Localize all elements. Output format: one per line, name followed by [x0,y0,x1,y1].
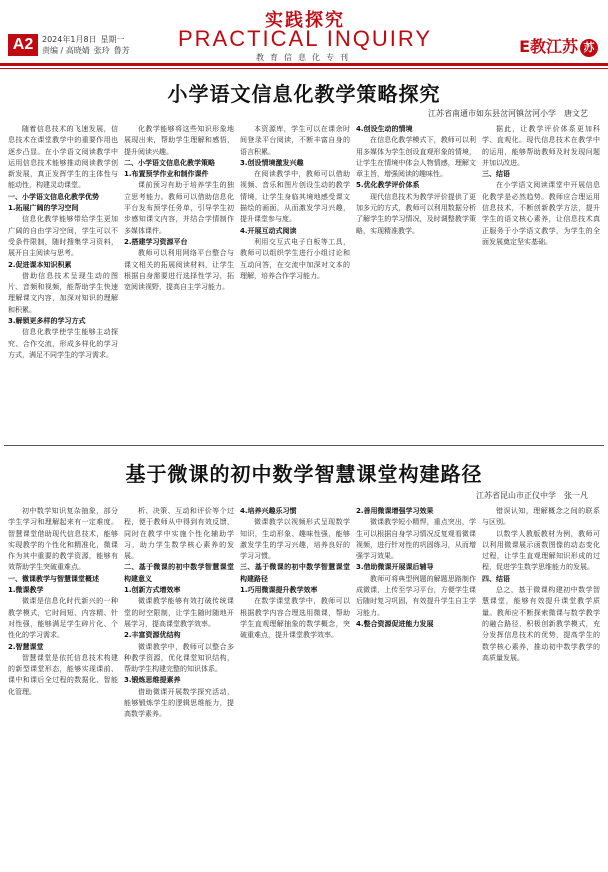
header-rule-thin [0,68,608,69]
proofreader: 鲁芳 [113,46,130,55]
header-rule [0,63,608,66]
article1-column-1 [8,124,118,439]
column-title: 实践探究 [265,10,345,31]
section-heading: 一、小学语文信息化教学优势 [8,192,99,201]
section-heading: 2.善用微课增强学习效果 [356,507,434,515]
paragraph: 信息化教学能够带给学生更加广阔的自由学习空间，学生可以不受条件限制，随时搜集学习资料，展开自主阅读与思考。 [8,215,118,258]
paragraph: 课前预习有助于培养学生的独立思考能力。教师可以借助信息化平台发布预学任务单，引导学生初步感知课文内容，并结合学情制作多媒体课件。 [124,181,234,235]
section-heading: 2.促进课本知识积累 [8,260,72,269]
section-heading: 一、微课教学与智慧课堂概述 [8,574,99,583]
paragraph: 微课教学以视频形式呈现数学知识，生动形象、趣味性强，能够激发学生的学习兴趣，培养良好的学习习惯。 [240,518,350,561]
section-heading: 4.开展互动式阅读 [240,226,297,235]
paragraph: 化教学能够将这些知识形象地展现出来，帮助学生理解和感悟，提升阅读兴趣。 [124,125,234,156]
article2-title: 基于微课的初中数学智慧课堂构建路径 [125,462,483,486]
article2-column-1 [8,506,118,866]
section-heading: 三、结语 [482,170,510,179]
paragraph: 利用交互式电子白板等工具，教师可以组织学生进行小组讨论和互动问答，在交流中加深对文本的理解，培养合作学习能力。 [240,237,350,280]
paragraph: 在阅读教学中，教师可以借助视频、音乐和图片创设生动的教学情境，让学生身临其境地感受课文描绘的画面，从而激发学习兴趣，提升课堂参与度。 [240,170,350,224]
page-number: A2 [8,34,38,56]
section-heading: 4.整合资源促进能力发展 [356,619,434,628]
article2-column-3 [240,506,350,866]
brand-mark-icon: 苏 [580,39,598,57]
paragraph: 在小学语文阅读课堂中开展信息化教学是必然趋势。教师应合理运用信息技术，不断创新教学方法，提升学生的语文核心素养，让信息技术真正服务于小学语文教学，为学生的全面发展奠定坚实基础。 [482,181,600,246]
article-divider [4,445,604,446]
page-header [0,0,608,72]
section-heading: 1.微课教学 [8,586,44,595]
article2-byline: 江苏省昆山市正仪中学 张一凡 [476,491,588,500]
issue-weekday: 星期一 [100,35,125,44]
section-heading: 5.优化教学评价体系 [356,181,420,190]
column-title-en: PRACTICAL INQUIRY [177,26,433,51]
paragraph: 初中数学知识复杂抽象，部分学生学习和理解起来有一定难度。智慧课堂借助现代信息技术，能够实现教学的个性化和精准化，微课作为其中重要的教学资源，能够有效帮助学生突破重难点。 [8,507,118,572]
section-heading: 1.布置预学作业和制作课件 [124,170,209,179]
paragraph: 随着信息技术的飞速发展，信息技术在课堂教学中的重要作用也逐步凸显。在小学语文阅读教学中运用信息技术能够推动阅读教学创新发展，真正发挥学生的主体性与能动性，构建灵动课堂。 [8,125,118,190]
section-heading: 2.丰富资源优结构 [124,631,181,640]
issue-date: 2024年1月8日 [42,35,97,44]
paragraph: 教师可将典型例题的解题思路制作成微课，上传至学习平台，方便学生课后随时复习巩固，有效提升学生自主学习能力。 [356,574,476,617]
paragraph: 析、决策、互动和评价等个过程，便于教师从中得到有效反馈，同时在教学中实施个性化辅助学习，助力学生数学核心素养的发展。 [124,507,234,561]
section-heading: 二、小学语文信息化教学策略 [124,158,215,167]
article1-column-3 [240,124,350,439]
paragraph: 总之，基于微课构建初中数学智慧课堂，能够有效提升课堂教学质量。教师应不断探索微课与数学教学的融合路径，积极创新教学模式，充分发挥信息技术的优势，提高学生的数学核心素养，推动初中数学教学的高质量发展。 [482,586,600,662]
brand-logo [519,34,598,57]
section-heading: 3.创设情境激发兴趣 [240,158,304,167]
paragraph: 借助微课开展数学探究活动，能够锻炼学生的逻辑思维能力，提高数学素养。 [124,687,234,719]
editor: 责编 / 高晓婧 [42,46,90,55]
article2-column-5 [482,506,600,866]
paragraph: 信息化教学使学生能够主动探究、合作交流，形成多样化的学习方式，满足不同学生的学习需求。 [8,328,118,359]
article1-column-2 [124,124,234,439]
paragraph: 错误认知，理解概念之间的联系与区别。 [482,507,600,527]
article1-column-4 [356,124,476,439]
paragraph: 微课教学短小精悍，重点突出，学生可以根据自身学习情况反复观看微课视频，进行针对性的巩固练习，从而增强学习效果。 [356,518,476,561]
section-heading: 4.创设生动的情境 [356,125,413,133]
paragraph: 微课教学中，教师可以整合多种教学资源，优化课堂知识结构，帮助学生构建完整的知识体系。 [124,642,234,674]
paragraph: 微课是信息化时代新兴的一种教学模式，它时间短、内容精、针对性强，能够满足学生碎片化、个性化的学习需求。 [8,597,118,640]
section-heading: 4.培养兴趣乐习惯 [240,507,297,515]
column-subtitle: 教育信息化专刊 [256,53,354,62]
paragraph: 教师可以利用网络平台整合与课文相关的拓展阅读材料，让学生根据自身需要进行选择性学习，拓宽阅读视野，提高自主学习能力。 [124,249,234,292]
paragraph: 本资源库，学生可以在课余时间登录平台阅读，不断丰富自身的语言积累。 [240,125,350,156]
brand-name: E教江苏 [519,37,578,56]
paragraph: 在数学课堂教学中，教师可以根据教学内容合理选用微课，帮助学生直观理解抽象的数学概念，突破重难点，提升课堂教学效率。 [240,597,350,640]
article1-title: 小学语文信息化教学策略探究 [167,82,441,106]
section-heading: 三、基于微课的初中数学智慧课堂构建路径 [240,563,350,583]
paragraph: 据此，让教学评价体系更加科学、直观化。现代信息技术在教学中的运用，能够帮助教师及时发现问题并加以改进。 [482,125,600,167]
section-heading: 1.巧用微课提升教学效率 [240,586,318,595]
section-heading: 1.拓展广阔的学习空间 [8,204,79,213]
section-heading: 3.借助微课开展课后辅导 [356,563,434,572]
section-heading: 1.创新方式增效率 [124,586,181,595]
paragraph: 在信息化教学模式下，教师可以利用多媒体为学生创设直观形象的情境，让学生在情境中体会人物情感，理解文章主旨，增强阅读的趣味性。 [356,136,476,179]
section-heading: 2.搭建学习资源平台 [124,237,188,246]
article2-column-2 [124,506,234,866]
paragraph: 智慧课堂是依托信息技术构建的新型课堂形态，能够实现课前、课中和课后全过程的数据化、智能化管理。 [8,653,118,696]
article1-byline: 江苏省南通市如东县岔河镇岔河小学 唐文艺 [428,109,588,118]
section-heading: 四、结语 [482,574,510,583]
designer: 张玲 [93,46,110,55]
issue-meta [42,34,134,56]
article1-column-5 [482,124,600,439]
section-heading: 3.解锁更多样的学习方式 [8,317,86,326]
paragraph: 以数学人教版教材为例，教师可以利用微课展示函数图像的动态变化过程，让学生直观理解知识形成的过程，促进学生数学思维能力的发展。 [482,529,600,572]
article2-column-4 [356,506,476,866]
paragraph: 微课教学能够有效打破传统课堂的时空限制，让学生随时随地开展学习，提高课堂教学效率。 [124,597,234,628]
section-heading: 二、基于微课的初中数学智慧课堂构建意义 [124,563,234,583]
paragraph: 借助信息技术呈现生动的图片、音频和视频，能帮助学生快速理解课文内容，加深对知识的理解和积累。 [8,271,118,314]
paragraph: 现代信息技术为教学评价提供了更加多元的方式，教师可以利用数据分析了解学生的学习情况，及时调整教学策略，实现精准教学。 [356,192,476,235]
section-heading: 3.锻炼思维提素养 [124,676,181,685]
section-heading: 2.智慧课堂 [8,642,44,651]
